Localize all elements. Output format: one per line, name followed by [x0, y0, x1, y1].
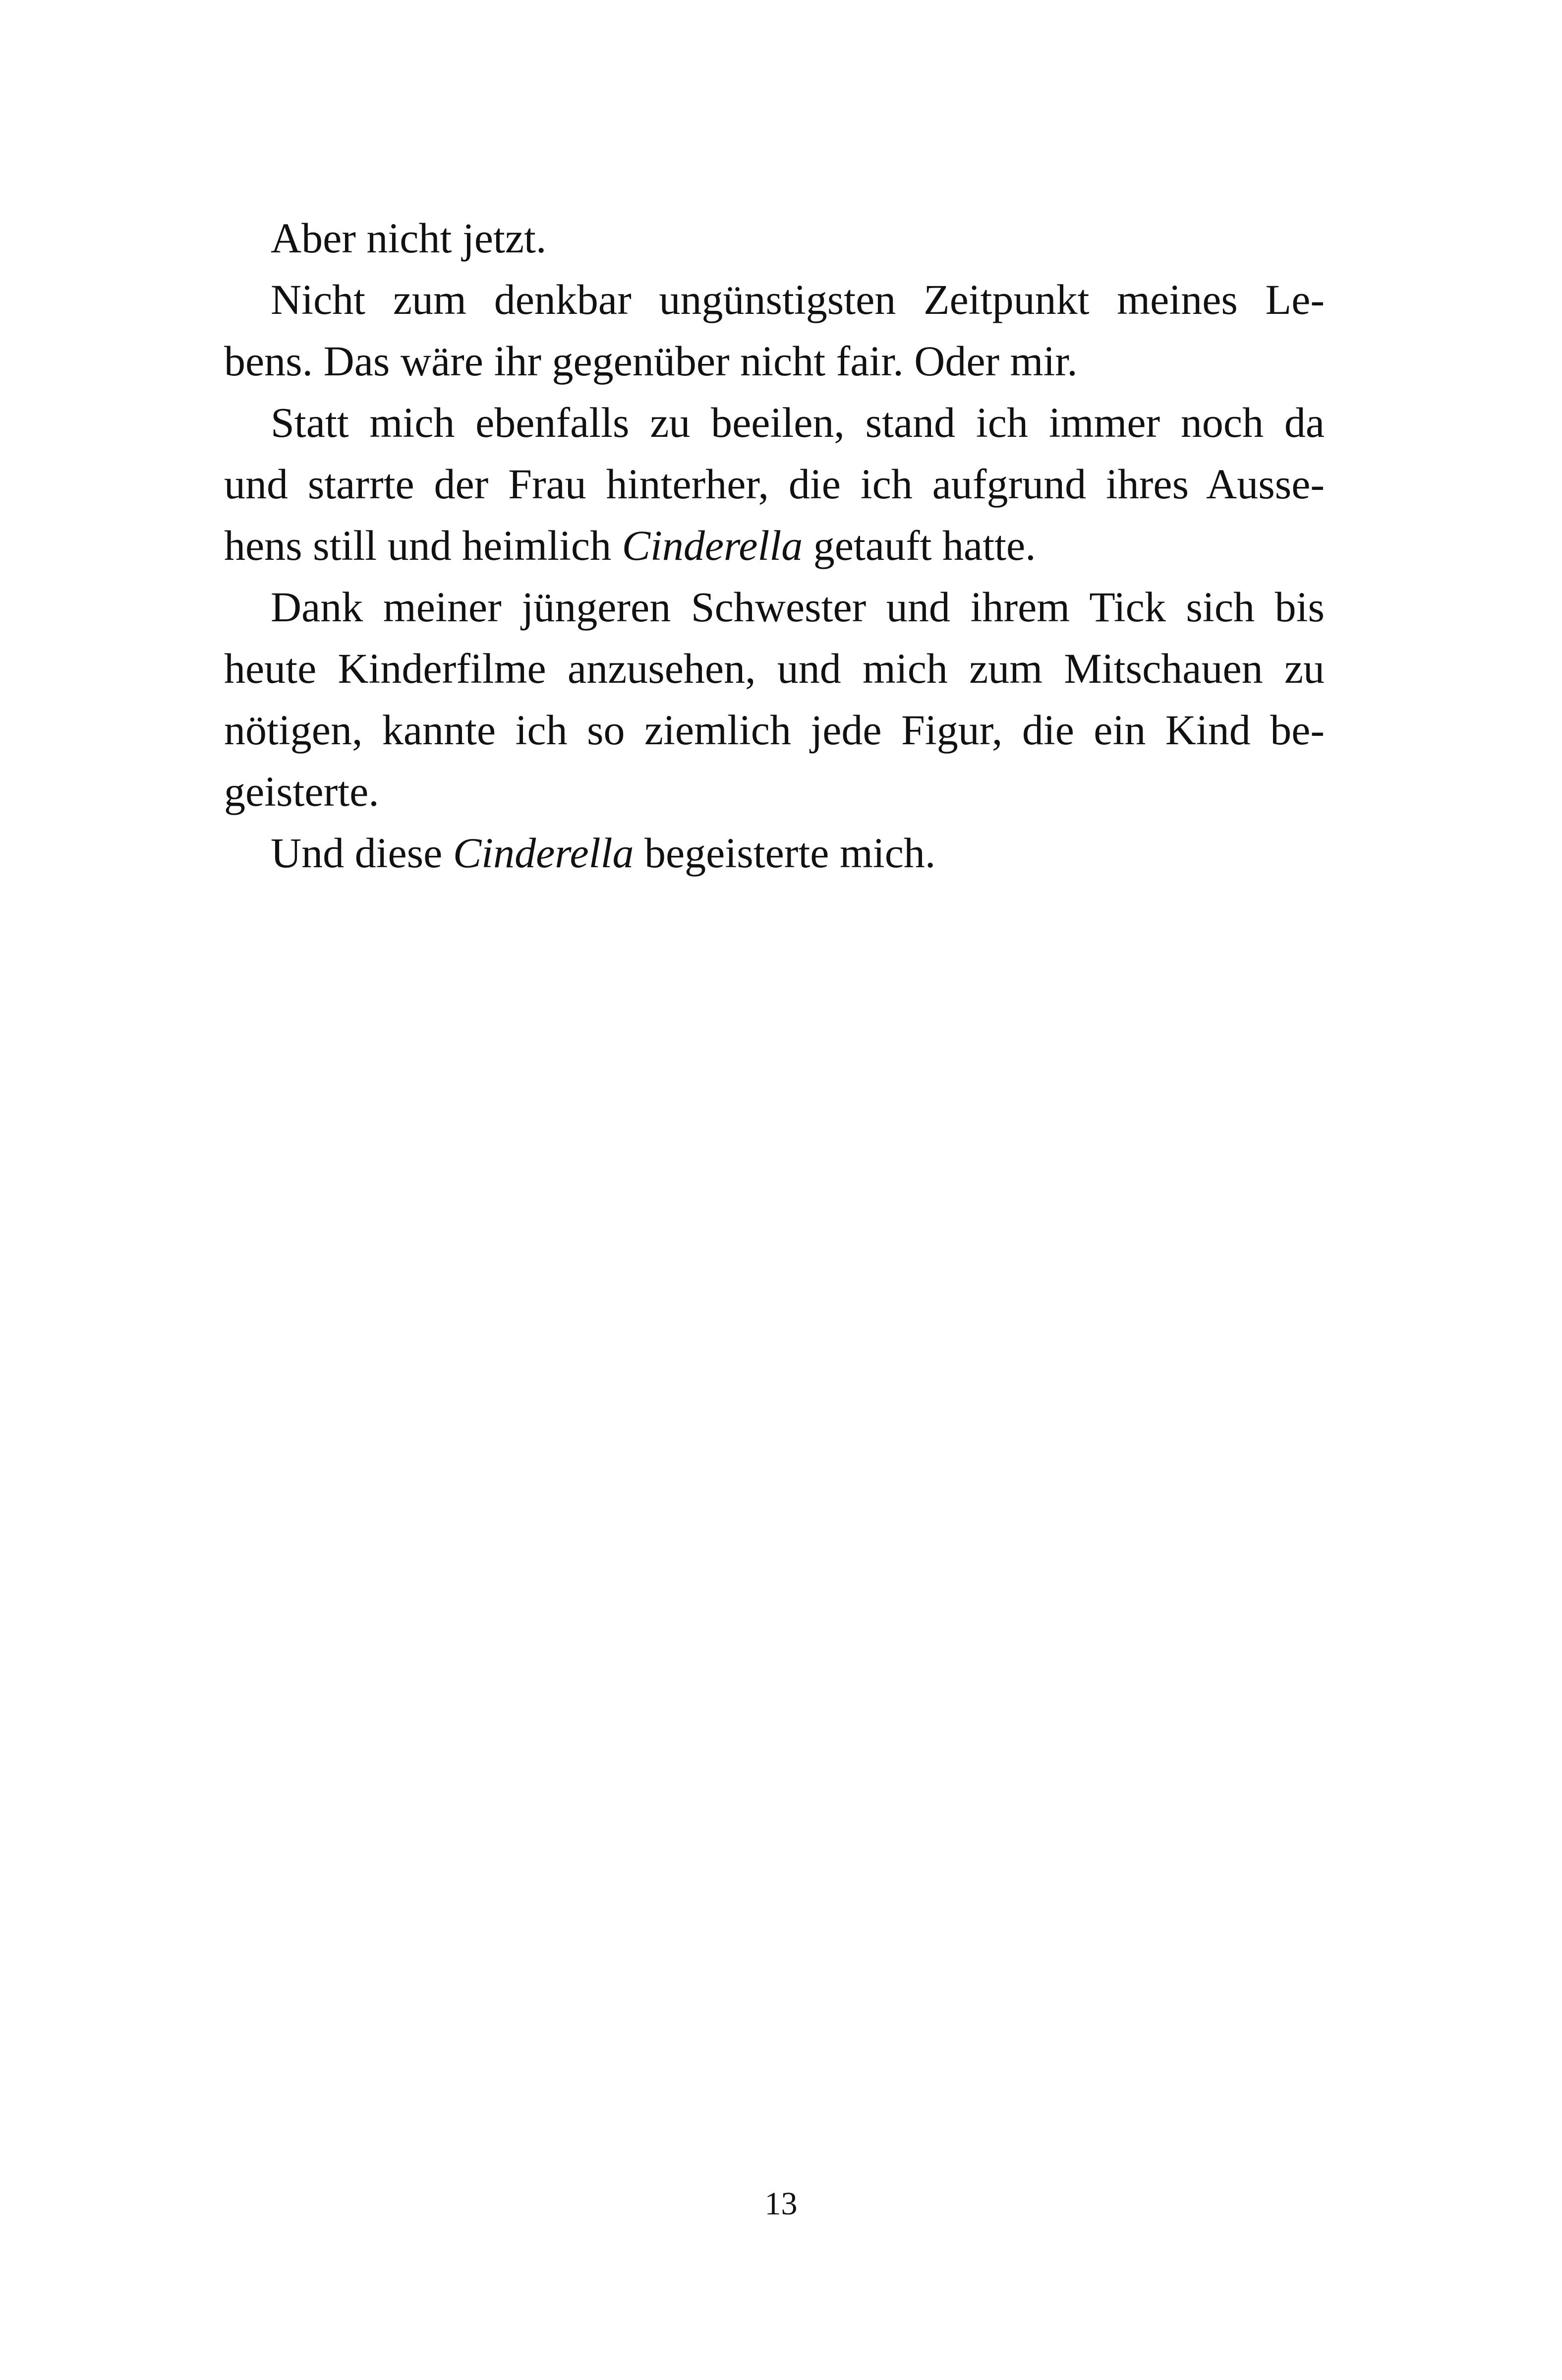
text-fragment: begeisterte mich.: [634, 829, 936, 877]
text-fragment: Und diese: [271, 829, 453, 877]
text-line: bens. Das wäre ihr gegenüber nicht fair. Oder mir.: [224, 337, 1078, 385]
body-text: [224, 207, 1325, 884]
text-line: [224, 515, 1325, 576]
text-line: nötigen, kannte ich so ziemlich jede Figur, die ein Kind be-: [224, 706, 1325, 754]
text-line: [224, 822, 1325, 884]
italic-title: Cinderella: [453, 829, 634, 877]
text-line: Dank meiner jüngeren Schwester und ihrem Tick sich bis: [271, 583, 1325, 631]
text-fragment: getauft hatte.: [803, 522, 1036, 569]
italic-title: Cinderella: [622, 522, 803, 569]
text-line: geisterte.: [224, 768, 379, 815]
text-fragment: hens still und heimlich: [224, 522, 622, 569]
text-line: und starrte der Frau hinterher, die ich aufgrund ihres Ausse-: [224, 460, 1325, 508]
text-line: Aber nicht jetzt.: [271, 214, 547, 262]
text-line: heute Kinderfilme anzusehen, und mich zum Mitschauen zu: [224, 645, 1325, 692]
text-line: Statt mich ebenfalls zu beeilen, stand ich immer noch da: [271, 399, 1325, 446]
page-number: 13: [764, 2186, 798, 2222]
text-line: Nicht zum denkbar ungünstigsten Zeitpunkt meines Le-: [271, 276, 1325, 323]
